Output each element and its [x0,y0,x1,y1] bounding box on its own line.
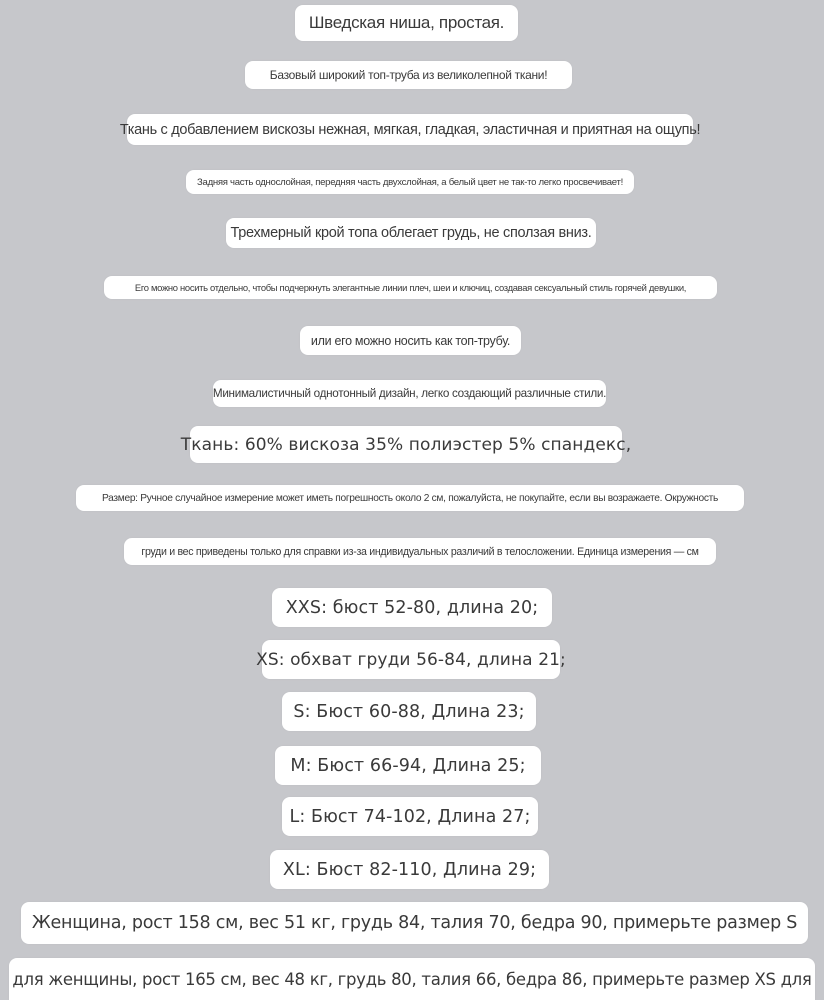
fit-line [21,902,808,944]
caption-line [76,485,744,511]
caption-line [245,61,572,89]
size-text: XXS: бюст 52-80, длина 20; [285,597,539,618]
caption-text: Минималистичный однотонный дизайн, легко создающий различные стили. [212,387,607,400]
caption-line [295,5,518,41]
caption-text: Размер: Ручное случайное измерение может иметь погрешность около 2 см, пожалуйста, не покупайте, если вы возражаете. Окружность [101,492,719,504]
caption-text: или его можно носить как топ-трубу. [310,333,511,348]
caption-line [104,276,717,299]
caption-text: Шведская ниша, простая. [308,13,505,32]
caption-line [119,114,701,145]
fit-line [9,958,815,1000]
size-text: L: Бюст 74-102, Длина 27; [289,806,531,827]
size-line [256,640,566,679]
size-text: M: Бюст 66-94, Длина 25; [290,755,526,776]
caption-text: Задняя часть однослойная, передняя часть двухслойная, а белый цвет не так-то легко просвечивает! [197,176,623,188]
caption-line [180,426,632,463]
caption-line [213,380,606,407]
size-line [282,692,536,731]
size-text: S: Бюст 60-88, Длина 23; [293,701,525,722]
size-line [270,850,549,889]
fit-text: Женщина, рост 158 см, вес 51 кг, грудь 84, талия 70, бедра 90, примерьте размер S [31,913,798,933]
caption-text: Ткань: 60% вискоза 35% полиэстер 5% спандекс, [180,434,632,455]
caption-text: Ткань с добавлением вискозы нежная, мягкая, гладкая, эластичная и приятная на ощупь! [119,121,701,138]
caption-text: Его можно носить отдельно, чтобы подчеркнуть элегантные линии плеч, шеи и ключиц, создавая сексуальный стиль горячей девушки, [134,282,687,293]
caption-text: Трехмерный крой топа облегает грудь, не сползая вниз. [230,225,592,241]
caption-text: груди и вес приведены только для справки из-за индивидуальных различий в телосложении. Единица измерения — см [141,545,699,558]
fit-text: для женщины, рост 165 см, вес 48 кг, грудь 80, талия 66, бедра 86, примерьте размер XS для [12,969,812,989]
size-line [282,797,538,836]
size-line [272,588,552,627]
size-text: XL: Бюст 82-110, Длина 29; [282,859,537,880]
caption-line [124,538,716,565]
size-text: XS: обхват груди 56-84, длина 21; [256,649,566,670]
caption-line [300,326,521,355]
caption-line [226,218,596,248]
caption-text: Базовый широкий топ-труба из великолепной ткани! [269,68,548,82]
size-line [275,746,541,785]
caption-line [186,170,634,194]
